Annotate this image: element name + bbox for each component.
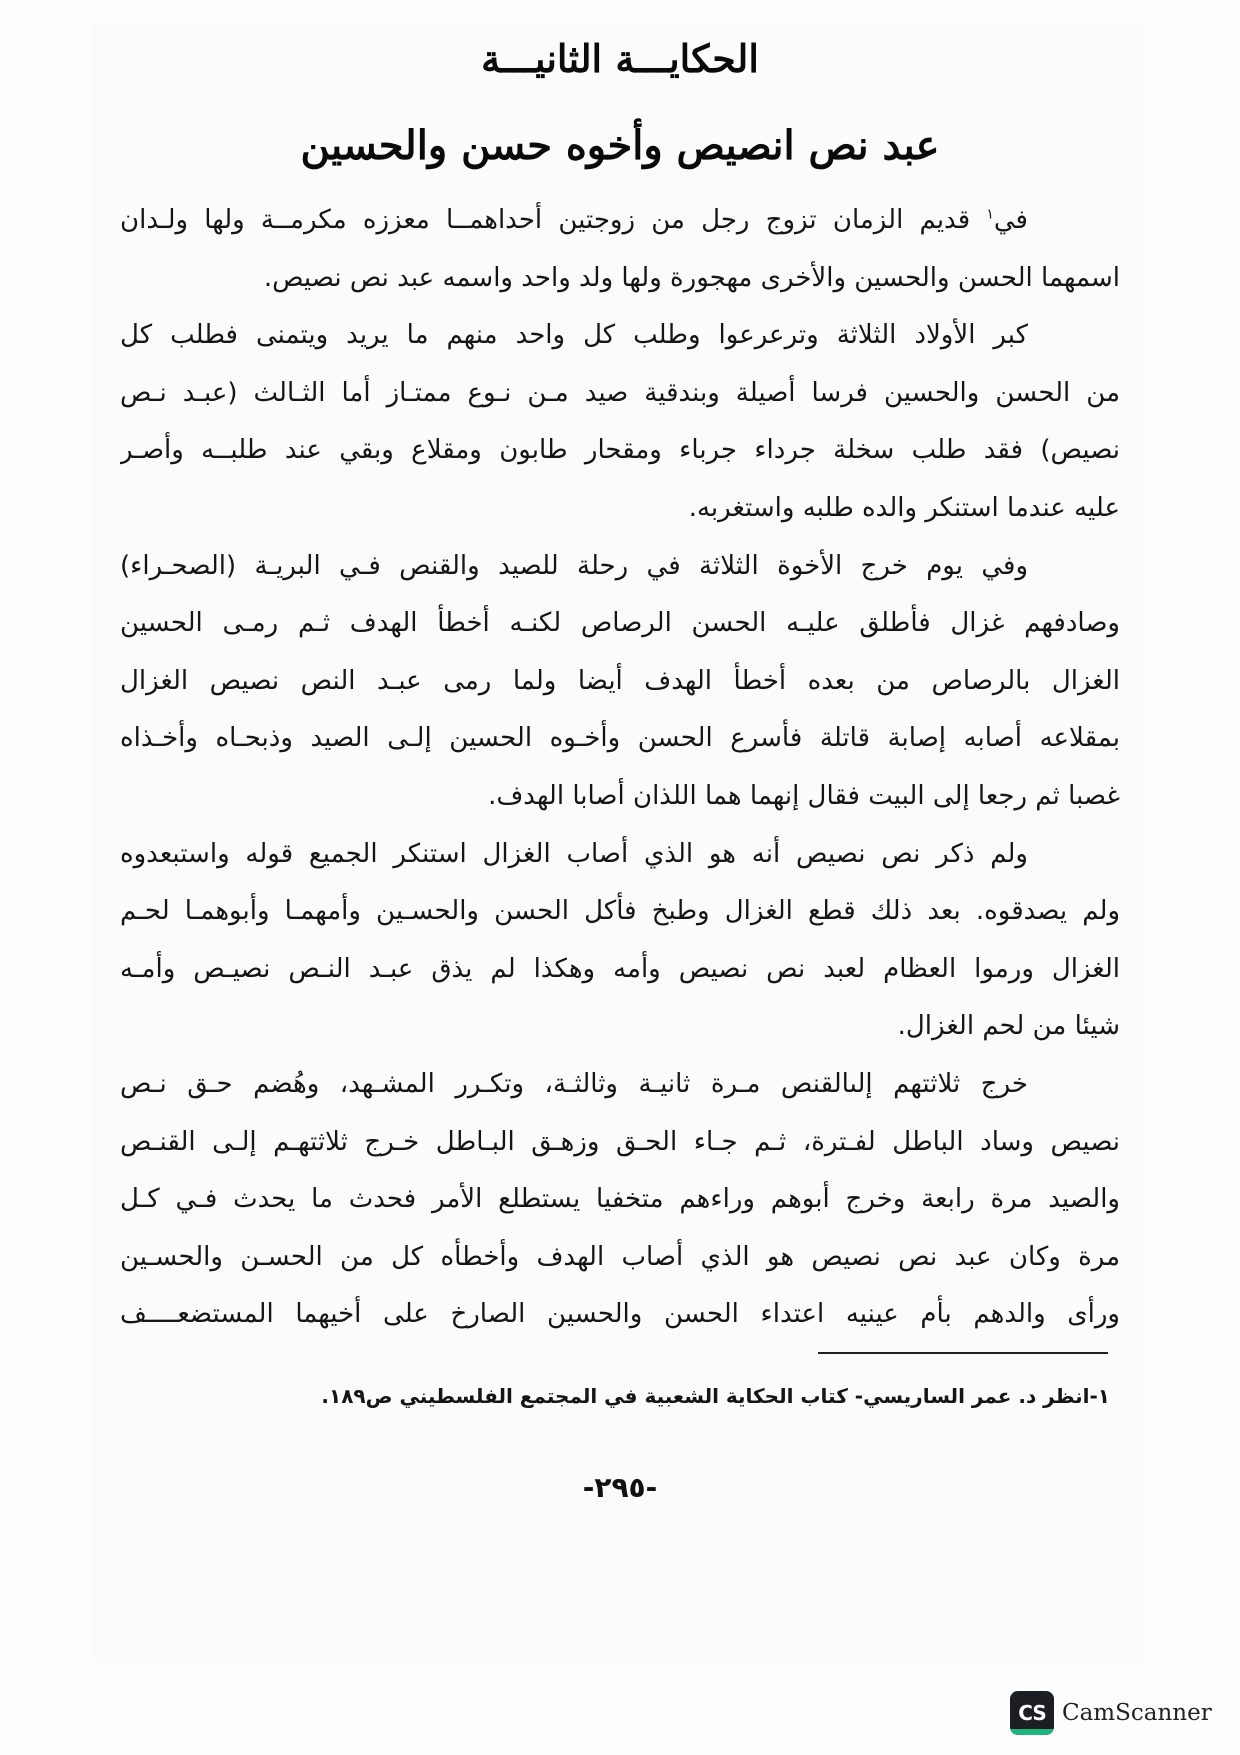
text-line: وفي يوم خرج الأخوة الثلاثة في رحلة للصيد والقنص فـي البريـة (الصحـراء) <box>120 550 1028 581</box>
camscanner-watermark <box>1010 1690 1212 1736</box>
text-line: ولم يصدقوه. بعد ذلك قطع الغزال وطبخ فأكل الحسن والحسـين وأمهمـا وأبوهمـا لحـم <box>120 896 1120 927</box>
text-line: اسمهما الحسن والحسين والأخرى مهجورة ولها ولد واحد واسمه عبد نص نصيص. <box>263 262 1120 293</box>
text-line: نصيص وساد الباطل لفـترة، ثـم جـاء الحـق وزهـق البـاطل خـرج ثلاثتهـم إلـى القنـص <box>120 1126 1120 1157</box>
page-title: الحكايـــة الثانيـــة <box>481 36 759 81</box>
text-line: عليه عندما استنكر والده طلبه واستغربه. <box>688 492 1120 523</box>
story-title: عبد نص انصيص وأخوه حسن والحسين <box>300 122 940 169</box>
text-line: شيئا من لحم الغزال. <box>897 1011 1120 1042</box>
logo-text: CS <box>1018 1701 1046 1725</box>
text-line: ولم ذكر نص نصيص أنه هو الذي أصاب الغزال استنكر الجميع قوله واستبعدوه <box>120 838 1028 869</box>
text-line: الغزال ورموا العظام لعبد نص نصيص وأمه وهكذا لم يذق عبـد النـص نصيـص وأمـه <box>120 953 1120 984</box>
text-fragment: في <box>993 205 1028 235</box>
text-line <box>120 192 1120 250</box>
watermark-brand: CamScanner <box>1062 1700 1212 1726</box>
text-line: بمقلاعه أصابه إصابة قاتلة فأسرع الحسن وأخـوه الحسين إلـى الصيد وذبحـاه وأخـذاه <box>120 723 1120 754</box>
page-number: -٢٩٥- <box>582 1471 658 1504</box>
text-line: خرج ثلاثتهم إلىالقنص مـرة ثانيـة وثالثـة، وتكـرر المشـهد، وهُضم حـق نـص <box>120 1068 1028 1099</box>
text-line: الغزال بالرصاص من بعده أخطأ الهدف أيضا ولما رمى عبـد النص نصيص الغزال <box>120 665 1120 696</box>
footnote-divider <box>818 1352 1108 1354</box>
text-line: كبر الأولاد الثلاثة وترعرعوا وطلب كل واحد منهم ما يريد ويتمنى فطلب كل <box>120 320 1028 351</box>
text-line: نصيص) فقد طلب سخلة جرداء جرباء ومقحار طابون ومقلاع وبقي عند طلبــه وأصـر <box>120 435 1120 466</box>
text-line: مرة وكان عبد نص نصيص هو الذي أصاب الهدف وأخطأه كل من الحسـن والحسـين <box>120 1241 1120 1272</box>
story-body <box>120 192 1120 1344</box>
text-line: ورأى والدهم بأم عينيه اعتداء الحسن والحسين الصارخ على أخيهما المستضعــــف <box>120 1299 1120 1330</box>
text-line: من الحسن والحسين فرسا أصيلة وبندقية صيد مـن نـوع ممتـاز أما الثـالث (عبـد نـص <box>120 377 1120 408</box>
text-fragment: قديم الزمان تزوج رجل من زوجتين أحداهمــا معززه مكرمــة ولها ولـدان <box>120 205 987 235</box>
camscanner-logo-icon <box>1010 1691 1054 1735</box>
footnote: ١-انظر د. عمر الساريسي- كتاب الحكاية الشعبية في المجتمع الفلسطيني ص١٨٩. <box>321 1384 1110 1408</box>
text-line: والصيد مرة رابعة وخرج أبوهم وراءهم متخفيا يستطلع الأمر فحدث ما يحدث فـي كـل <box>120 1184 1120 1215</box>
text-line: غصبا ثم رجعا إلى البيت فقال إنهما هما اللذان أصابا الهدف. <box>488 780 1120 811</box>
text-line: وصادفهم غزال فأطلق عليـه الحسن الرصاص لكنـه أخطأ الهدف ثـم رمـى الحسين <box>120 608 1120 639</box>
footnote-ref: ١ <box>986 206 994 223</box>
